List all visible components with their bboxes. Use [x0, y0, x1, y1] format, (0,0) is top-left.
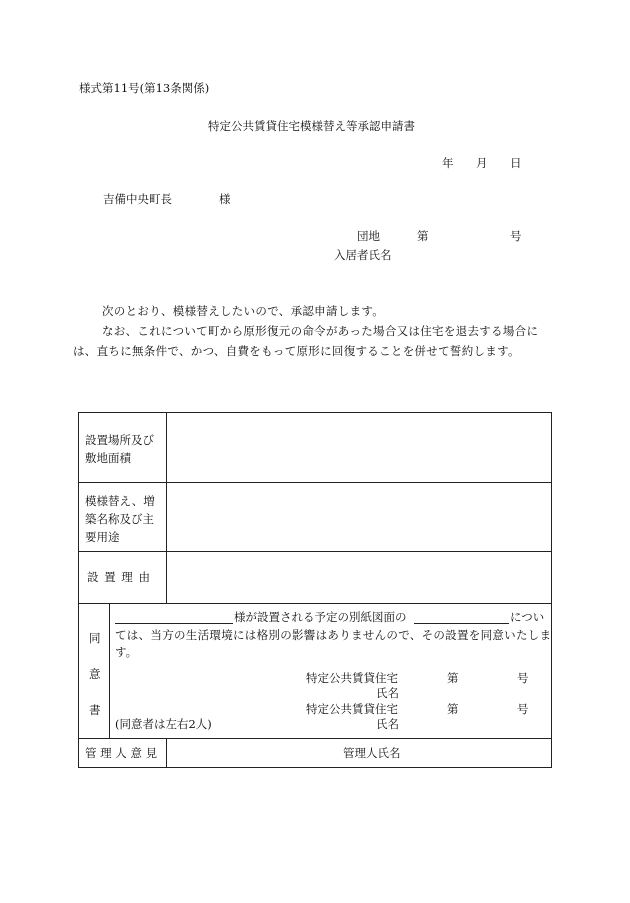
go-label: 号: [510, 229, 522, 243]
date-year-label: 年: [442, 156, 454, 170]
body-text: [73, 301, 552, 361]
date-month-label: 月: [476, 156, 488, 170]
manager-name-label: 管理人氏名: [343, 746, 401, 760]
date-day-label: 日: [510, 156, 522, 170]
form-number: 様式第11号(第13条関係): [79, 81, 210, 95]
consent-housing-1: 特定公共賃貸住宅: [306, 671, 398, 685]
modification-name-field[interactable]: [167, 483, 551, 551]
consent-text-c: ては、当方の生活環境には格別の影響はありませんので、その設置を同意いたしま: [115, 628, 552, 642]
document-title: 特定公共賃貸住宅模様替え等承認申請書: [208, 119, 415, 133]
application-table: [78, 412, 552, 768]
consent-dai-2: 第: [447, 702, 459, 716]
body-line-1: 次のとおり、模様替えしたいので、承認申請します。: [102, 304, 385, 318]
consent-vertical-3: 書: [89, 703, 101, 717]
modification-name-label: 模様替え、増 築名称及び主 要用途: [85, 494, 155, 544]
consent-dai-1: 第: [447, 671, 459, 685]
body-line-3: は、直ちに無条件で、かつ、自費をもって原形に回復することを併せて誓約します。: [73, 344, 520, 358]
installation-reason-field[interactable]: [167, 552, 551, 603]
consent-text-b: につい: [510, 610, 545, 624]
location-area-label: 設置場所及び 敷地面積: [85, 433, 154, 465]
row-divider: [79, 603, 551, 604]
danchi-label: 団地: [357, 229, 380, 243]
consent-housing-2: 特定公共賃貸住宅: [306, 702, 398, 716]
consent-vertical-2: 意: [89, 667, 101, 681]
body-line-2: なお、これについて町から原形復元の命令があった場合又は住宅を退去する場合に: [102, 324, 539, 338]
consent-text-d: す。: [115, 645, 138, 659]
addressee-name: 吉備中央町長: [103, 192, 172, 206]
installation-reason-label: 設 置 理 由: [87, 570, 151, 584]
consent-note: (同意者は左右2人): [115, 717, 212, 731]
dai-label: 第: [417, 229, 429, 243]
consent-name-1: 氏名: [376, 686, 399, 700]
addressee-honorific: 様: [219, 192, 231, 206]
drawing-blank[interactable]: [414, 623, 509, 624]
consenter-name-blank[interactable]: [115, 623, 233, 624]
consent-go-1: 号: [517, 671, 529, 685]
consent-name-2: 氏名: [376, 717, 399, 731]
manager-opinion-label: 管 理 人 意 見: [85, 746, 158, 760]
location-area-field[interactable]: [167, 413, 551, 482]
manager-opinion-field[interactable]: [167, 739, 551, 767]
resident-name-label: 入居者氏名: [334, 248, 392, 262]
consent-vertical-1: 同: [89, 631, 101, 645]
consent-column-divider: [109, 603, 110, 738]
consent-text-a: 様が設置される予定の別紙図面の: [234, 610, 407, 624]
consent-go-2: 号: [517, 702, 529, 716]
